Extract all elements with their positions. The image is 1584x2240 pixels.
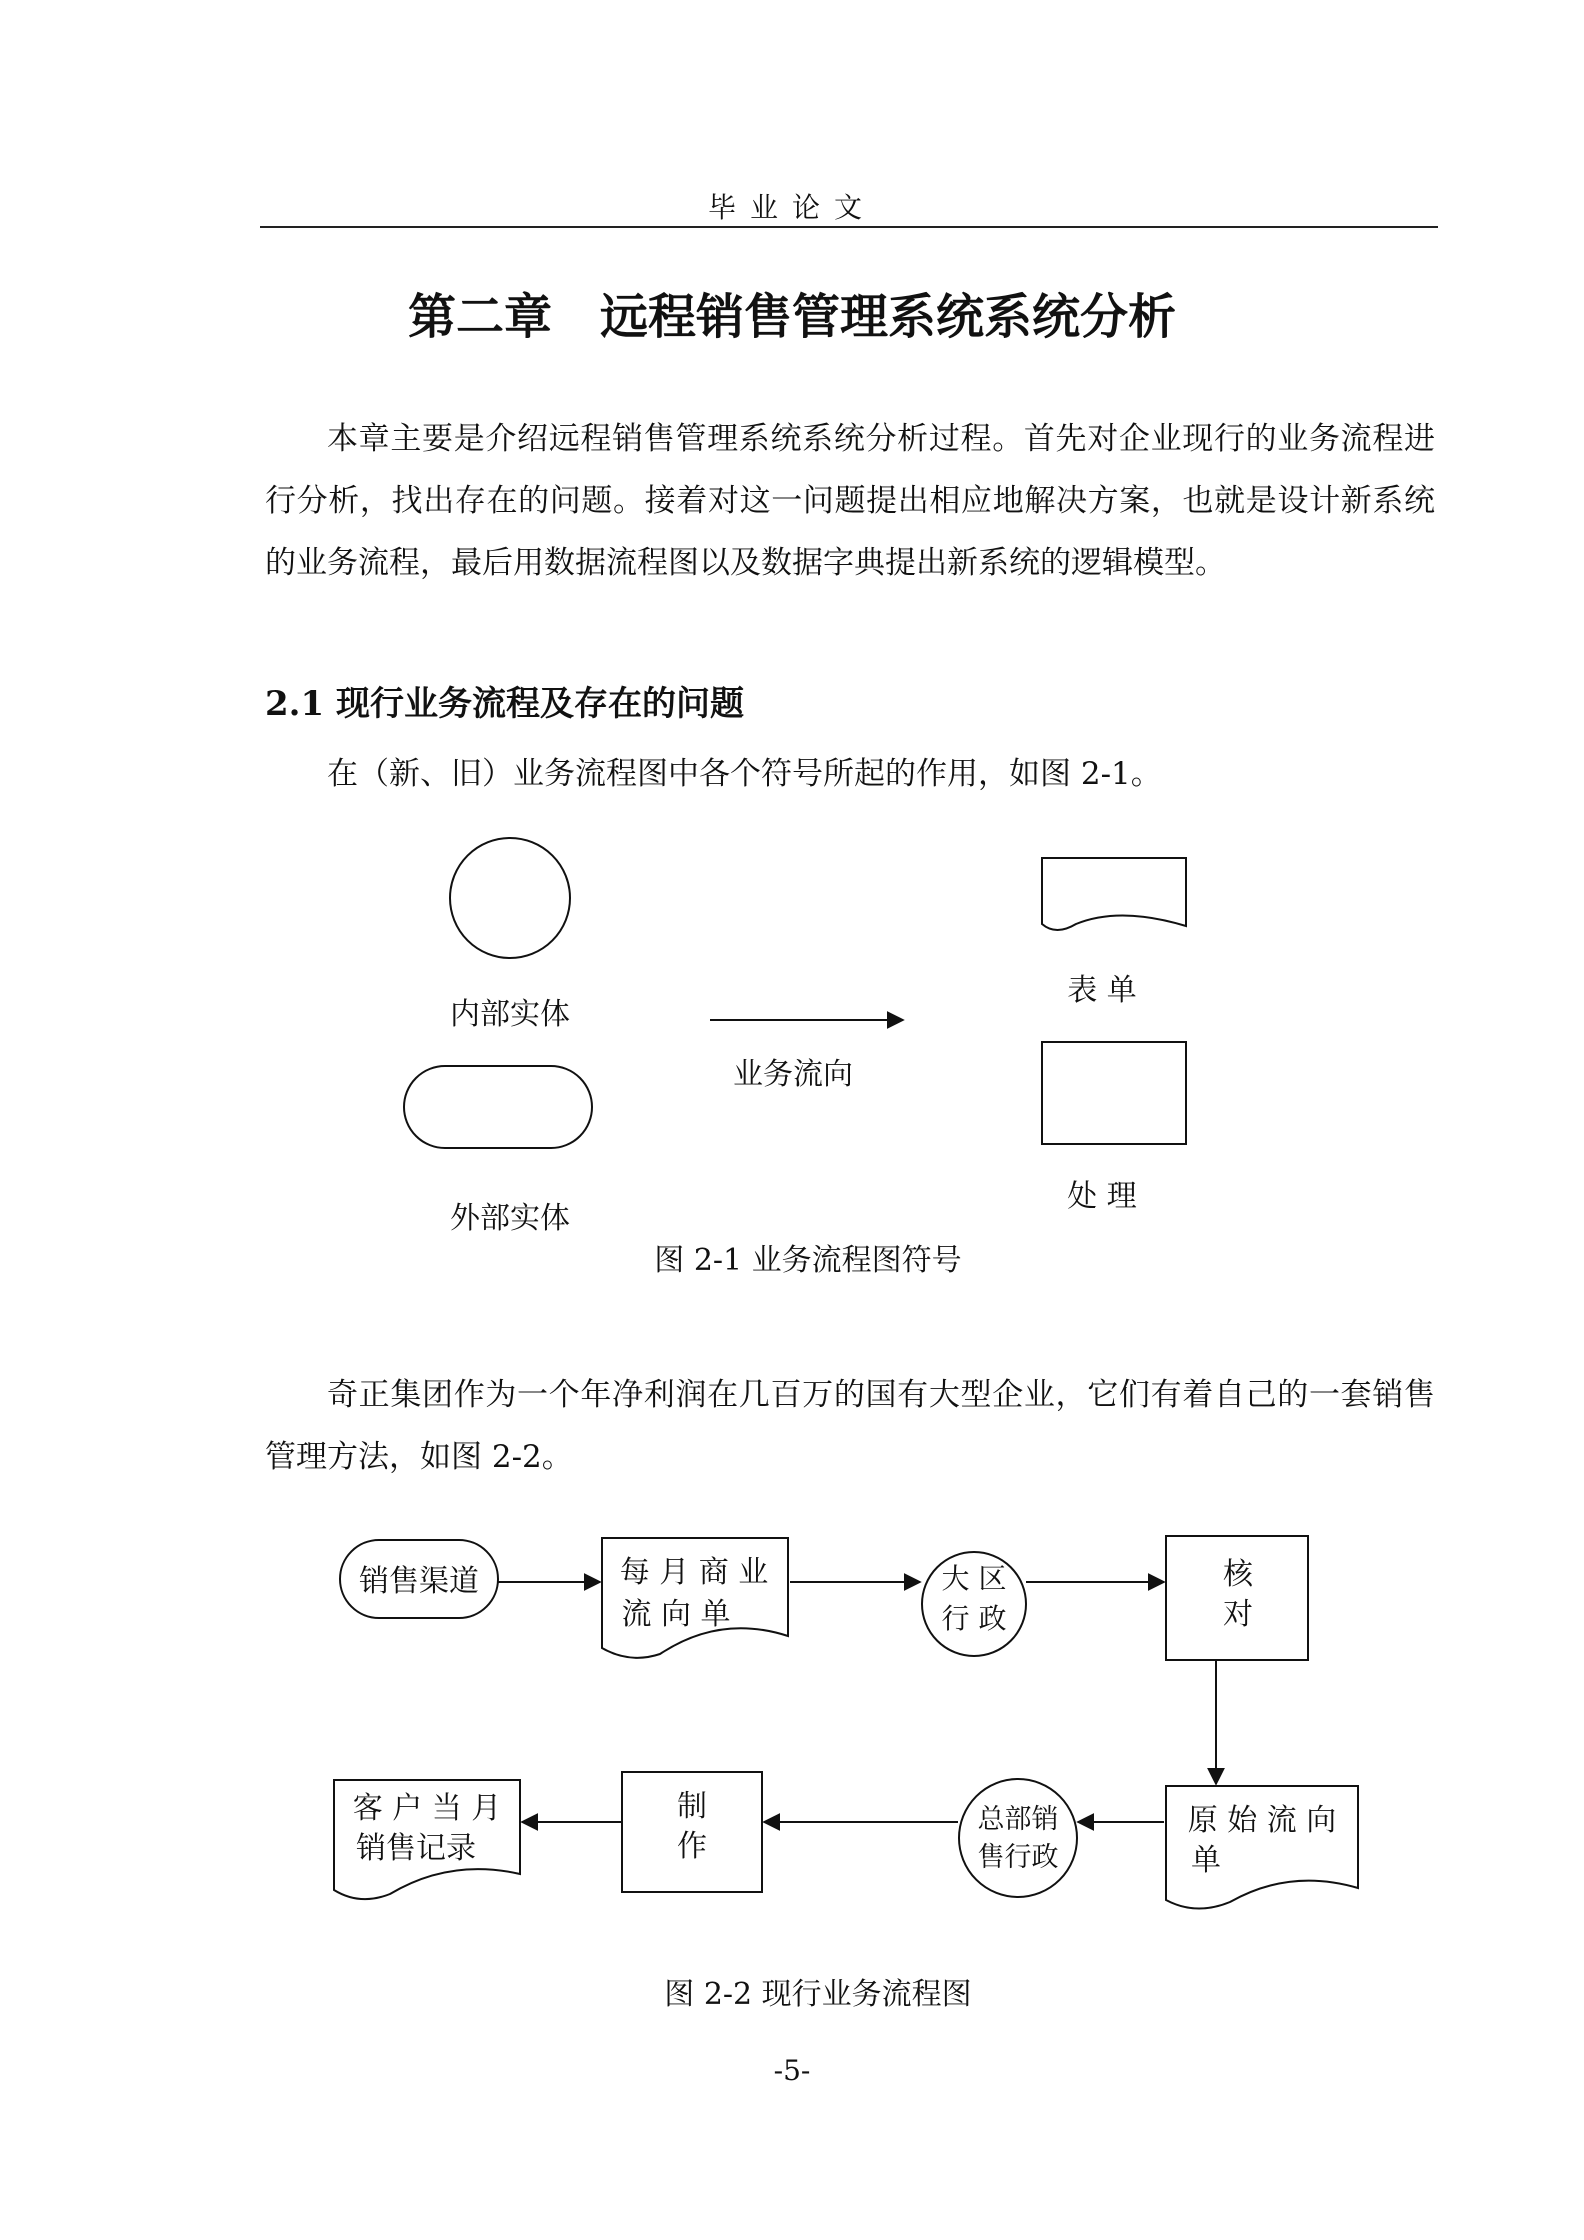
process-label: 处 理 (1067, 1179, 1137, 1214)
figure-2-2-caption: 图 2-2 现行业务流程图 (664, 1977, 972, 2012)
customer-record-line-1: 客 户 当 月 (352, 1791, 502, 1826)
monthly-report-line-1: 每 月 商 业 (619, 1555, 769, 1590)
process-symbol (1042, 1042, 1186, 1144)
sales-channel-label: 销售渠道 (359, 1564, 479, 1599)
external-entity-label: 外部实体 (450, 1201, 570, 1236)
original-flow-line-2: 单 (1191, 1843, 1221, 1878)
intro-paragraph: 本章主要是介绍远程销售管理系统系统分析过程。首先对企业现行的业务流程进行分析，找出存在的问题。接着对这一问题提出相应地解决方案，也就是设计新系统的业务流程，最后用数据流程图以及数据字典提出新系统的逻辑模型。 (265, 421, 1435, 581)
flow-label: 业务流向 (733, 1057, 853, 1092)
region-admin-line-1: 大 区 (941, 1562, 1007, 1595)
verify-line-2: 对 (1223, 1597, 1253, 1632)
hq-admin-line-2: 售行政 (977, 1842, 1059, 1873)
figure-2-1-caption: 图 2-1 业务流程图符号 (654, 1243, 962, 1278)
chapter-title: 第二章 远程销售管理系统系统分析 (407, 289, 1176, 345)
section-heading: 2.1 现行业务流程及存在的问题 (265, 684, 744, 724)
body-paragraph-2: 奇正集团作为一个年净利润在几百万的国有大型企业，它们有着自己的一套销售管理方法，如图 2-2。 (265, 1377, 1435, 1475)
external-entity-symbol (404, 1066, 592, 1148)
verify-line-1: 核 (1223, 1557, 1253, 1592)
form-symbol (1042, 858, 1186, 930)
monthly-report-line-2: 流 向 单 (621, 1597, 731, 1632)
make-line-1: 制 (677, 1789, 707, 1824)
internal-entity-label: 内部实体 (450, 997, 570, 1032)
internal-entity-symbol (450, 838, 570, 958)
make-line-2: 作 (677, 1829, 707, 1864)
page-header: 毕业论文 (707, 191, 876, 224)
form-label: 表 单 (1067, 973, 1137, 1008)
original-flow-line-1: 原 始 流 向 (1187, 1803, 1337, 1838)
customer-record-line-2: 销售记录 (356, 1831, 476, 1866)
region-admin-line-2: 行 政 (941, 1602, 1007, 1635)
hq-admin-node (959, 1779, 1077, 1897)
hq-admin-line-1: 总部销 (977, 1804, 1059, 1835)
page-number: -5- (773, 2054, 811, 2087)
legend-intro-paragraph: 在（新、旧）业务流程图中各个符号所起的作用，如图 2-1。 (327, 756, 1162, 792)
